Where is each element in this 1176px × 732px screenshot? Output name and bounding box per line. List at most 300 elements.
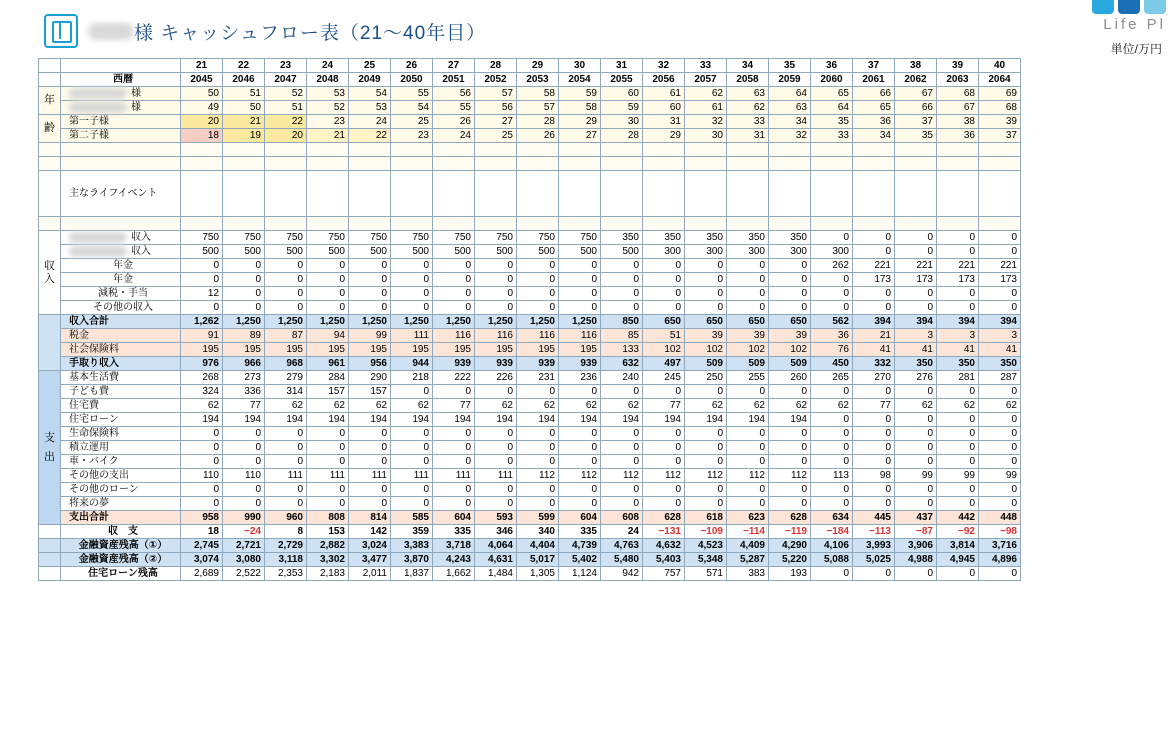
asset1-cell: 3,814 [937, 539, 979, 553]
asset1-cell: 2,729 [265, 539, 307, 553]
spacer-cell [727, 217, 769, 231]
expense-cell: 324 [181, 385, 223, 399]
table-row [39, 157, 1021, 171]
income-cell: 195 [223, 343, 265, 357]
age-cell: 32 [769, 129, 811, 143]
expense-cell: 0 [811, 497, 853, 511]
expense-cell: 0 [853, 385, 895, 399]
asset1-cell: 4,290 [769, 539, 811, 553]
income-cell: 0 [979, 245, 1021, 259]
expense-cell: 0 [979, 455, 1021, 469]
income-cell: 221 [895, 259, 937, 273]
table-row [39, 87, 1021, 101]
income-cell: 500 [349, 245, 391, 259]
age-cell: 27 [475, 115, 517, 129]
expense-cell: 0 [475, 483, 517, 497]
expense-cell: 0 [853, 441, 895, 455]
balance-cell: 24 [601, 525, 643, 539]
spacer-cell [601, 217, 643, 231]
age-cell: 34 [769, 115, 811, 129]
spacer-cell [601, 157, 643, 171]
asset1-cell: 3,716 [979, 539, 1021, 553]
income-cell: 0 [517, 301, 559, 315]
expense-cell: 0 [223, 441, 265, 455]
expense-cell: 0 [307, 427, 349, 441]
expense-cell: 0 [265, 455, 307, 469]
life-event-cell [181, 171, 223, 217]
expense-cell: 77 [643, 399, 685, 413]
life-event-cell [853, 171, 895, 217]
spacer-cell [937, 143, 979, 157]
seireki-cell: 2063 [937, 73, 979, 87]
row-label-expense-6: 車・バイク [61, 455, 181, 469]
spacer-cell [979, 217, 1021, 231]
year-header: 36 [811, 59, 853, 73]
expense-cell: 281 [937, 371, 979, 385]
seireki-cell: 2059 [769, 73, 811, 87]
row-label-income-0: 収入 [61, 231, 181, 245]
age-cell: 25 [475, 129, 517, 143]
logo-text: Life Pl [1103, 16, 1166, 33]
income-cell: 1,262 [181, 315, 223, 329]
table-row [39, 413, 1021, 427]
income-cell: 350 [979, 357, 1021, 371]
income-cell: 300 [727, 245, 769, 259]
expense-cell: 194 [223, 413, 265, 427]
income-cell: 939 [475, 357, 517, 371]
spacer-cell [727, 143, 769, 157]
income-cell: 0 [517, 287, 559, 301]
expense-cell: 585 [391, 511, 433, 525]
expense-cell: 0 [727, 427, 769, 441]
row-label-income-7: 税金 [61, 329, 181, 343]
balance-cell: 18 [181, 525, 223, 539]
expense-cell: 255 [727, 371, 769, 385]
expense-cell: 0 [391, 455, 433, 469]
age-cell: 22 [265, 115, 307, 129]
book-icon [44, 14, 78, 48]
age-cell: 51 [223, 87, 265, 101]
expense-cell: 0 [559, 385, 601, 399]
income-cell: 195 [433, 343, 475, 357]
income-cell: 0 [937, 287, 979, 301]
balance-cell: 346 [475, 525, 517, 539]
spacer-cell [307, 143, 349, 157]
income-cell: 0 [349, 259, 391, 273]
expense-cell: 194 [769, 413, 811, 427]
age-cell: 54 [391, 101, 433, 115]
expense-cell: 0 [769, 385, 811, 399]
life-event-cell [223, 171, 265, 217]
expense-cell: 62 [475, 399, 517, 413]
age-cell: 68 [979, 101, 1021, 115]
age-cell: 66 [895, 101, 937, 115]
expense-cell: 0 [433, 385, 475, 399]
expense-cell: 111 [433, 469, 475, 483]
expense-cell: 0 [601, 427, 643, 441]
group-label-expense: 支 出 [39, 371, 61, 525]
income-cell: 3 [979, 329, 1021, 343]
income-cell: 12 [181, 287, 223, 301]
spacer-cell [265, 217, 307, 231]
expense-cell: 77 [223, 399, 265, 413]
spacer-cell [853, 157, 895, 171]
age-cell: 69 [979, 87, 1021, 101]
age-cell: 20 [181, 115, 223, 129]
year-header: 26 [391, 59, 433, 73]
income-cell: 111 [391, 329, 433, 343]
loan-cell: 0 [979, 567, 1021, 581]
income-cell: 221 [979, 259, 1021, 273]
table-row [39, 469, 1021, 483]
asset1-cell: 4,404 [517, 539, 559, 553]
loan-cell: 2,522 [223, 567, 265, 581]
income-cell: 300 [769, 245, 811, 259]
expense-cell: 62 [769, 399, 811, 413]
spacer-cell [61, 157, 181, 171]
year-header: 39 [937, 59, 979, 73]
expense-cell: 0 [475, 455, 517, 469]
spacer-cell [643, 217, 685, 231]
age-cell: 51 [265, 101, 307, 115]
income-cell: 0 [769, 301, 811, 315]
spacer-cell [39, 553, 61, 567]
spacer-cell [39, 73, 61, 87]
age-cell: 67 [937, 101, 979, 115]
expense-cell: 0 [475, 385, 517, 399]
income-cell: 350 [601, 231, 643, 245]
expense-cell: 0 [769, 483, 811, 497]
age-cell: 31 [643, 115, 685, 129]
loan-cell: 1,837 [391, 567, 433, 581]
asset1-cell: 4,739 [559, 539, 601, 553]
asset2-cell: 3,118 [265, 553, 307, 567]
income-cell: 85 [601, 329, 643, 343]
table-row [39, 385, 1021, 399]
row-label-expense-2: 住宅費 [61, 399, 181, 413]
income-cell: 0 [895, 287, 937, 301]
income-cell: 0 [181, 273, 223, 287]
expense-cell: 0 [643, 483, 685, 497]
income-cell: 500 [559, 245, 601, 259]
age-cell: 19 [223, 129, 265, 143]
age-cell: 53 [349, 101, 391, 115]
age-cell: 55 [433, 101, 475, 115]
spacer-cell [349, 143, 391, 157]
seireki-cell: 2050 [391, 73, 433, 87]
income-cell: 0 [349, 273, 391, 287]
balance-cell: −92 [937, 525, 979, 539]
age-cell: 50 [223, 101, 265, 115]
income-cell: 0 [727, 287, 769, 301]
expense-cell: 110 [223, 469, 265, 483]
expense-cell: 194 [643, 413, 685, 427]
expense-cell: 608 [601, 511, 643, 525]
income-cell: 102 [643, 343, 685, 357]
income-cell: 750 [433, 231, 475, 245]
logo-square-1 [1092, 0, 1114, 14]
expense-cell: 194 [601, 413, 643, 427]
income-cell: 41 [853, 343, 895, 357]
expense-cell: 0 [811, 441, 853, 455]
spacer-cell [853, 217, 895, 231]
table-row [39, 101, 1021, 115]
expense-cell: 62 [601, 399, 643, 413]
income-cell: 0 [223, 301, 265, 315]
age-cell: 58 [559, 101, 601, 115]
spacer-cell [433, 157, 475, 171]
balance-cell: 335 [559, 525, 601, 539]
expense-cell: 194 [475, 413, 517, 427]
loan-cell: 0 [811, 567, 853, 581]
spacer-cell [433, 217, 475, 231]
expense-cell: 990 [223, 511, 265, 525]
spacer-cell [811, 217, 853, 231]
spacer-cell [181, 143, 223, 157]
income-cell: 221 [853, 259, 895, 273]
expense-cell: 623 [727, 511, 769, 525]
expense-cell: 270 [853, 371, 895, 385]
asset1-cell: 4,106 [811, 539, 853, 553]
expense-cell: 0 [559, 483, 601, 497]
asset2-cell: 3,074 [181, 553, 223, 567]
row-label-income-9: 手取り収入 [61, 357, 181, 371]
income-cell: 0 [727, 273, 769, 287]
income-cell: 350 [895, 357, 937, 371]
expense-cell: 0 [181, 427, 223, 441]
income-cell: 0 [811, 231, 853, 245]
table-row [39, 455, 1021, 469]
table-row [39, 273, 1021, 287]
loan-cell: 2,353 [265, 567, 307, 581]
seireki-cell: 2064 [979, 73, 1021, 87]
expense-cell: 0 [517, 455, 559, 469]
asset2-cell: 4,896 [979, 553, 1021, 567]
spacer-cell [685, 217, 727, 231]
income-cell: 1,250 [517, 315, 559, 329]
age-cell: 39 [979, 115, 1021, 129]
income-cell: 102 [727, 343, 769, 357]
table-row [39, 539, 1021, 553]
life-event-cell [895, 171, 937, 217]
age-cell: 65 [811, 87, 853, 101]
expense-cell: 268 [181, 371, 223, 385]
income-cell: 36 [811, 329, 853, 343]
income-cell: 173 [937, 273, 979, 287]
expense-cell: 0 [643, 441, 685, 455]
income-cell: 956 [349, 357, 391, 371]
expense-cell: 0 [853, 455, 895, 469]
balance-cell: −131 [643, 525, 685, 539]
income-cell: 0 [559, 259, 601, 273]
income-cell: 0 [475, 301, 517, 315]
redacted-name [88, 23, 134, 40]
asset2-cell: 5,287 [727, 553, 769, 567]
row-label-seireki: 西暦 [61, 73, 181, 87]
age-cell: 23 [391, 129, 433, 143]
income-cell: 0 [895, 301, 937, 315]
year-header: 33 [685, 59, 727, 73]
age-cell: 30 [685, 129, 727, 143]
expense-cell: 0 [307, 483, 349, 497]
seireki-cell: 2045 [181, 73, 223, 87]
age-cell: 26 [433, 115, 475, 129]
seireki-cell: 2049 [349, 73, 391, 87]
asset2-cell: 3,477 [349, 553, 391, 567]
spacer-cell [727, 157, 769, 171]
expense-cell: 113 [811, 469, 853, 483]
income-cell: 500 [223, 245, 265, 259]
expense-cell: 0 [979, 483, 1021, 497]
income-cell: 0 [601, 287, 643, 301]
asset2-cell: 3,302 [307, 553, 349, 567]
income-cell: 0 [601, 301, 643, 315]
income-cell: 500 [601, 245, 643, 259]
asset2-cell: 5,088 [811, 553, 853, 567]
expense-cell: 0 [349, 455, 391, 469]
expense-cell: 0 [559, 441, 601, 455]
expense-cell: 0 [979, 413, 1021, 427]
expense-cell: 62 [727, 399, 769, 413]
age-cell: 38 [937, 115, 979, 129]
income-cell: 116 [433, 329, 475, 343]
income-cell: 3 [937, 329, 979, 343]
expense-cell: 0 [181, 441, 223, 455]
income-cell: 500 [475, 245, 517, 259]
income-cell: 195 [559, 343, 601, 357]
life-event-cell [559, 171, 601, 217]
age-cell: 54 [349, 87, 391, 101]
balance-cell: −119 [769, 525, 811, 539]
expense-cell: 0 [601, 497, 643, 511]
table-row [39, 259, 1021, 273]
income-cell: 650 [727, 315, 769, 329]
spacer-cell [265, 143, 307, 157]
expense-cell: 236 [559, 371, 601, 385]
income-cell: 394 [937, 315, 979, 329]
expense-cell: 0 [937, 427, 979, 441]
expense-cell: 0 [433, 427, 475, 441]
expense-cell: 290 [349, 371, 391, 385]
year-header: 27 [433, 59, 475, 73]
expense-cell: 62 [181, 399, 223, 413]
income-cell: 750 [265, 231, 307, 245]
spacer-cell [895, 217, 937, 231]
expense-cell: 0 [685, 483, 727, 497]
expense-cell: 287 [979, 371, 1021, 385]
expense-cell: 222 [433, 371, 475, 385]
income-cell: 350 [727, 231, 769, 245]
year-header: 32 [643, 59, 685, 73]
expense-cell: 808 [307, 511, 349, 525]
row-label-child-2: 第一子様 [61, 115, 181, 129]
spacer-cell [601, 143, 643, 157]
table-row [39, 129, 1021, 143]
expense-cell: 0 [769, 427, 811, 441]
income-cell: 0 [559, 287, 601, 301]
corner-cell-2 [61, 59, 181, 73]
expense-cell: 0 [517, 483, 559, 497]
income-cell: 41 [937, 343, 979, 357]
asset2-cell: 4,988 [895, 553, 937, 567]
income-cell: 116 [475, 329, 517, 343]
expense-cell: 0 [517, 427, 559, 441]
seireki-cell: 2052 [475, 73, 517, 87]
expense-cell: 284 [307, 371, 349, 385]
spacer-cell [61, 143, 181, 157]
age-cell: 29 [559, 115, 601, 129]
table-row [39, 567, 1021, 581]
income-cell: 750 [475, 231, 517, 245]
income-cell: 300 [643, 245, 685, 259]
income-cell: 0 [307, 301, 349, 315]
expense-cell: 437 [895, 511, 937, 525]
income-cell: 0 [685, 301, 727, 315]
income-cell: 0 [853, 245, 895, 259]
income-cell: 102 [769, 343, 811, 357]
expense-cell: 62 [685, 399, 727, 413]
year-header: 31 [601, 59, 643, 73]
expense-cell: 634 [811, 511, 853, 525]
table-row [39, 399, 1021, 413]
row-label-expense-1: 子ども費 [61, 385, 181, 399]
year-header: 38 [895, 59, 937, 73]
income-cell: 0 [643, 259, 685, 273]
expense-cell: 604 [433, 511, 475, 525]
income-cell: 21 [853, 329, 895, 343]
age-cell: 33 [727, 115, 769, 129]
expense-cell: 314 [265, 385, 307, 399]
spacer-cell [769, 217, 811, 231]
expense-cell: 0 [265, 427, 307, 441]
spacer-cell [181, 157, 223, 171]
asset2-cell: 5,220 [769, 553, 811, 567]
expense-cell: 226 [475, 371, 517, 385]
income-cell: 0 [223, 259, 265, 273]
income-cell: 195 [307, 343, 349, 357]
year-header: 23 [265, 59, 307, 73]
age-cell: 37 [895, 115, 937, 129]
spacer-cell [433, 143, 475, 157]
income-cell: 0 [475, 259, 517, 273]
asset1-cell: 2,745 [181, 539, 223, 553]
income-cell: 509 [727, 357, 769, 371]
balance-cell: 335 [433, 525, 475, 539]
expense-cell: 99 [979, 469, 1021, 483]
expense-cell: 0 [433, 455, 475, 469]
expense-cell: 0 [685, 385, 727, 399]
expense-cell: 0 [769, 455, 811, 469]
row-label-expense-4: 生命保険料 [61, 427, 181, 441]
income-cell: 0 [937, 301, 979, 315]
age-cell: 50 [181, 87, 223, 101]
expense-cell: 960 [265, 511, 307, 525]
group-label-nen: 年 [39, 87, 61, 115]
spacer-cell [517, 157, 559, 171]
age-cell: 64 [769, 87, 811, 101]
table-row [39, 371, 1021, 385]
age-cell: 28 [601, 129, 643, 143]
life-event-cell [643, 171, 685, 217]
income-cell: 0 [811, 301, 853, 315]
expense-cell: 0 [979, 385, 1021, 399]
income-cell: 195 [391, 343, 433, 357]
income-cell: 116 [517, 329, 559, 343]
life-event-cell [517, 171, 559, 217]
balance-cell: 340 [517, 525, 559, 539]
spacer-cell [559, 157, 601, 171]
expense-cell: 0 [895, 427, 937, 441]
